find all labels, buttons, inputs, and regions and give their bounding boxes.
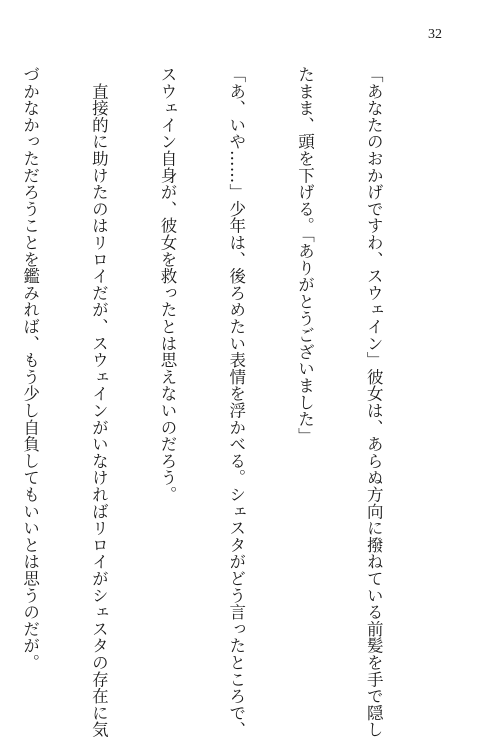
text-line: 「あなたのおかげですわ、スウェイン」彼女は、あらぬ方向に撥ねている前髪を手で隠し bbox=[364, 66, 384, 738]
text-line: づかなかっただろうことを鑑みれば、もう少し自負してもいいとは思うのだが。 bbox=[20, 66, 40, 671]
page-number: 32 bbox=[428, 27, 442, 42]
vertical-body-text bbox=[20, 66, 430, 738]
text-line: 直接的に助けたのはリロイだが、スウェインがいなければリロイがシェスタの存在に気 bbox=[89, 66, 109, 738]
text-line: スウェイン自身が、彼女を救ったとは思えないのだろう。 bbox=[158, 66, 178, 503]
text-line: 「あ、いや……」少年は、後ろめたい表情を浮かべる。シェスタがどう言ったところで、 bbox=[226, 66, 246, 738]
text-line: たまま、頭を下げる。「ありがとうございました」 bbox=[295, 66, 315, 445]
